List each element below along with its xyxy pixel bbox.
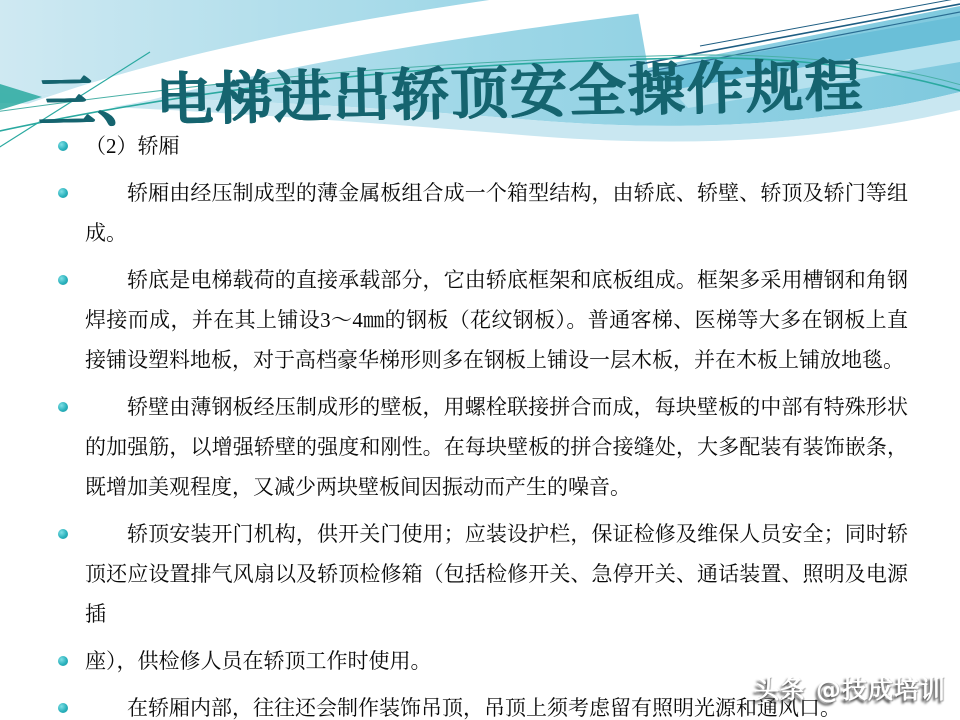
bullet-dot-icon bbox=[58, 188, 68, 198]
list-item bbox=[48, 387, 908, 507]
bullet-list bbox=[48, 126, 908, 720]
list-item bbox=[48, 126, 908, 166]
list-item bbox=[48, 173, 908, 253]
bullet-dot-icon bbox=[58, 703, 68, 713]
bullet-text: 轿底是电梯载荷的直接承载部分，它由轿底框架和底板组成。框架多采用槽钢和角钢焊接而成，并在其上铺设3～4㎜的钢板（花纹钢板）。普通客梯、医梯等大多在钢板上直接铺设塑料地板，对于高档豪华梯形则多在钢板上铺设一层木板，并在木板上铺放地毯。 bbox=[85, 268, 908, 372]
bullet-text: 座），供检修人员在轿顶工作时使用。 bbox=[85, 649, 432, 673]
bullet-dot-icon bbox=[58, 275, 68, 285]
bullet-dot-icon bbox=[58, 141, 68, 151]
bullet-text: 轿厢由经压制成型的薄金属板组合成一个箱型结构，由轿底、轿壁、轿顶及轿门等组成。 bbox=[85, 181, 908, 245]
slide-title: 三、电梯进出轿顶安全操作规程 bbox=[37, 53, 865, 137]
bullet-dot-icon bbox=[58, 656, 68, 666]
bullet-dot-icon bbox=[58, 402, 68, 412]
list-item bbox=[48, 260, 908, 380]
bullet-text: 轿顶安装开门机构，供开关门使用；应装设护栏，保证检修及维保人员安全；同时轿顶还应设置排气风扇以及轿顶检修箱（包括检修开关、急停开关、通话装置、照明及电源插 bbox=[85, 522, 908, 626]
bullet-text: 在轿厢内部，往往还会制作装饰吊顶，吊顶上须考虑留有照明光源和通风口。 bbox=[127, 696, 841, 720]
bullet-dot-icon bbox=[58, 529, 68, 539]
list-item bbox=[48, 514, 908, 634]
watermark: 头条 @技成培训 bbox=[754, 675, 946, 704]
bullet-text: （2）轿厢 bbox=[85, 134, 180, 158]
bullet-text: 轿壁由薄钢板经压制成形的壁板，用螺栓联接拼合而成，每块壁板的中部有特殊形状的加强筋，以增强轿壁的强度和刚性。在每块壁板的拼合接缝处，大多配装有装饰嵌条，既增加美观程度，又减少两块壁板间因振动而产生的噪音。 bbox=[85, 395, 908, 499]
